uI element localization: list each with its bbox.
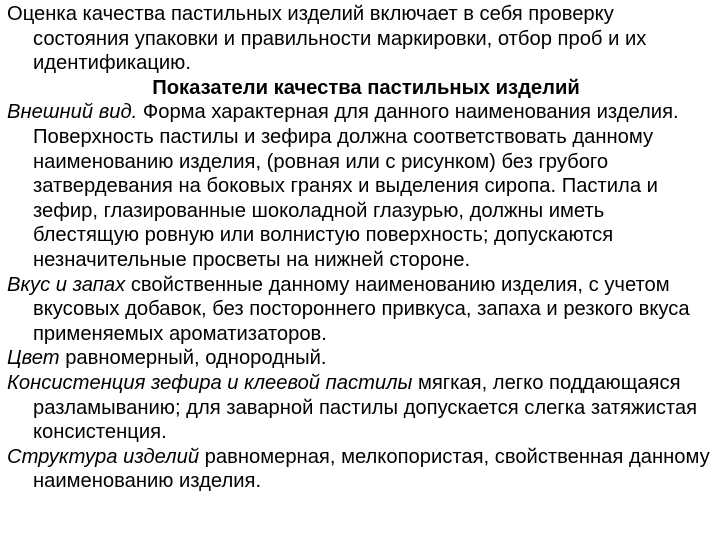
intro-paragraph: Оценка качества пастильных изделий включает в себя проверку состояния упаковки и правильности маркировки, отбор проб и их идентификацию. xyxy=(7,3,647,75)
indicator-structure xyxy=(7,445,715,494)
indicator-term: Консистенция зефира и клеевой пастилы xyxy=(7,371,413,394)
indicator-text: свойственные данному наименованию изделия, с учетом вкусовых добавок, без постороннего привкуса, запаха и резкого вкуса применяемых ароматизаторов. xyxy=(33,273,690,345)
indicator-text: мягкая, легко поддающаяся разламыванию; для заварной пастилы допускается слегка затяжистая консистенция. xyxy=(33,371,698,444)
indicator-text: Форма характерная для данного наименования изделия. Поверхность пастилы и зефира должна соответствовать данному наименованию изделия, (ровная или с рисунком) без грубого затвердевания на боковых гранях и выделения сиропа. Пастила и зефир, глазированные шоколадной глазурью, должны иметь блестящую ровную или волнистую поверхность; допускаются незначительные просветы на нижней стороне. xyxy=(33,101,679,271)
indicator-text: равномерная, мелкопористая, свойственная данному наименованию изделия. xyxy=(33,445,710,493)
indicator-term: Структура изделий xyxy=(7,445,200,468)
indicator-term: Вкус и запах xyxy=(7,273,126,296)
indicator-taste-smell xyxy=(7,273,715,347)
indicator-term: Цвет xyxy=(7,347,60,370)
document-slide xyxy=(7,2,715,494)
indicator-consistency xyxy=(7,371,715,445)
indicator-term: Внешний вид. xyxy=(7,101,138,124)
indicator-text: равномерный, однородный. xyxy=(59,347,327,370)
section-heading: Показатели качества пастильных изделий xyxy=(152,76,580,99)
indicator-appearance xyxy=(7,100,715,272)
indicator-color xyxy=(7,346,715,371)
